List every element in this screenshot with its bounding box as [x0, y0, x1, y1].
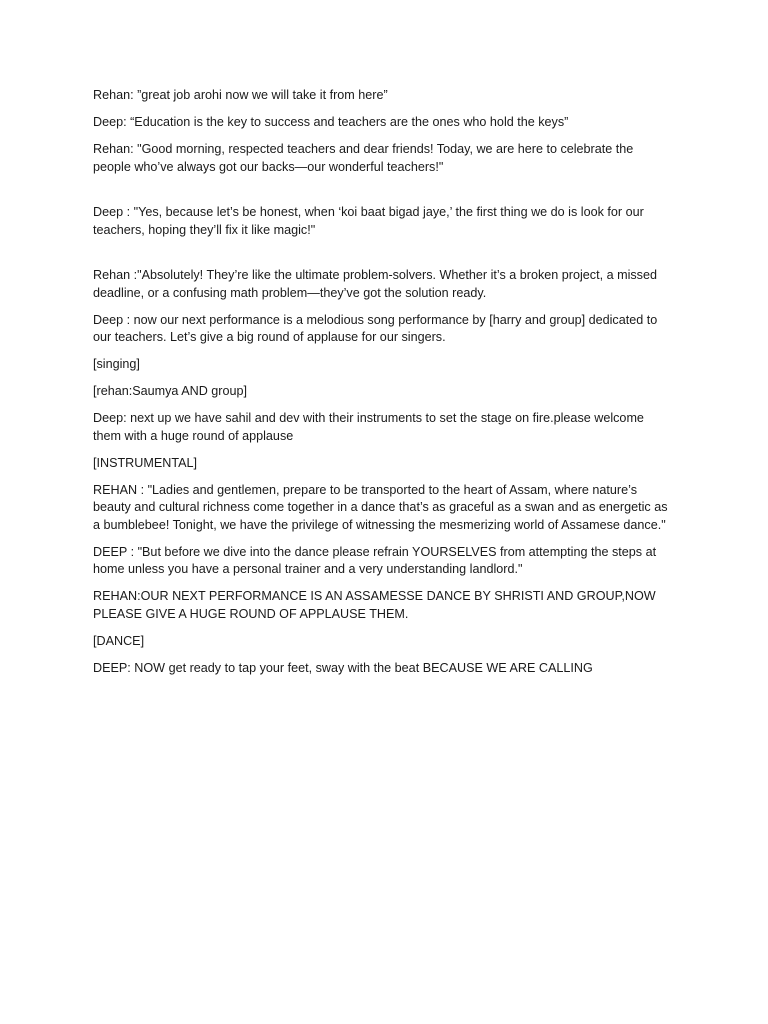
- script-line-deep-refrain: DEEP : "But before we dive into the dance please refrain YOURSELVES from attempting the steps at home unless you have a personal trainer and a very understanding landlord.": [93, 544, 657, 576]
- script-line-deep-song-intro: Deep : now our next performance is a melodious song performance by [harry and group] dedicated to our teachers. Let’s give a big round of applause for our singers.: [93, 312, 658, 344]
- stage-direction-rehan-group: [rehan:Saumya AND group]: [93, 384, 248, 398]
- script-line-deep-calling: DEEP: NOW get ready to tap your feet, sway with the beat BECAUSE WE ARE CALLING: [93, 660, 593, 675]
- script-line-deep-instruments: Deep: next up we have sahil and dev with their instruments to set the stage on fire.please welcome them with a huge round of applause: [93, 411, 644, 443]
- stage-direction-singing: [singing]: [93, 357, 140, 371]
- script-line-rehan-problem-solvers: Rehan :"Absolutely! They’re like the ultimate problem-solvers. Whether it’s a broken project, a missed deadline, or a confusing math problem—they’ve got the solution ready.: [93, 268, 657, 300]
- script-line-rehan-opening: Rehan: ”great job arohi now we will take it from here”: [93, 88, 388, 102]
- script-line-rehan-dance-intro: REHAN:OUR NEXT PERFORMANCE IS AN ASSAMESSE DANCE BY SHRISTI AND GROUP,NOW PLEASE GIVE A HUGE ROUND OF APPLAUSE THEM.: [93, 589, 656, 621]
- stage-direction-dance: [DANCE]: [93, 633, 145, 648]
- script-line-rehan-assam: REHAN : "Ladies and gentlemen, prepare to be transported to the heart of Assam, where nature’s beauty and cultural richness come together in a dance that’s as graceful as a swan and as energetic as a bumblebee! Tonight, we have the privilege of witnessing the mesmerizing world of Assamese dance.": [93, 482, 668, 532]
- script-line-deep-magic: Deep : "Yes, because let’s be honest, when ‘koi baat bigad jaye,’ the first thing we do is look for our teachers, hoping they’ll fix it like magic!": [93, 205, 644, 237]
- script-line-rehan-greeting: Rehan: "Good morning, respected teachers and dear friends! Today, we are here to celebrate the people who’ve always got our backs—our wonderful teachers!": [93, 142, 634, 174]
- script-line-deep-education-quote: Deep: “Education is the key to success and teachers are the ones who hold the keys”: [93, 115, 569, 129]
- script-body: [93, 87, 671, 687]
- stage-direction-instrumental: [INSTRUMENTAL]: [93, 455, 198, 470]
